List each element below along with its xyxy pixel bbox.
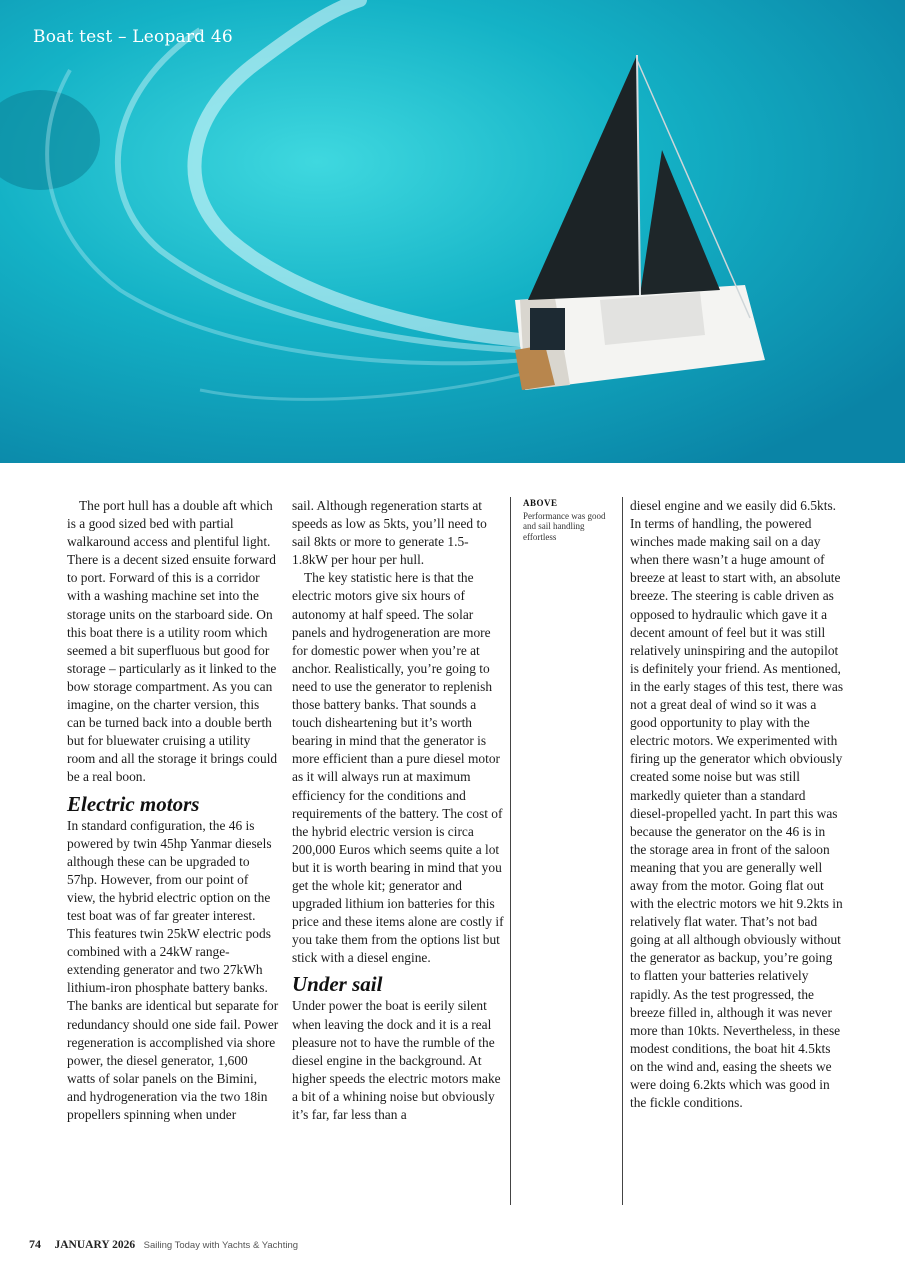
body-paragraph: The port hull has a double aft which is a good sized bed with partial walkaround access and plentiful light. There is a decent sized ensuite forward to port. Forward of this is a corridor with a washing machine set into the storage units on the starboard side. On this boat there is a utility room which seemed a bit superfluous but good for storage – particularly as it linked to the bow storage compartment. As you can imagine, on the charter version, this can be turned back into a double berth but for bluewater cruising a utility room and all the storage it brings could be a real boon. bbox=[67, 498, 278, 785]
magazine-name: Sailing Today with Yachts & Yachting bbox=[143, 1240, 299, 1251]
page-footer bbox=[29, 1237, 298, 1252]
photo-caption bbox=[523, 498, 613, 542]
subheading-electric-motors: Electric motors bbox=[67, 791, 200, 816]
body-paragraph: diesel engine and we easily did 6.5kts. In terms of handling, the powered winches made making sail on a day when there wasn’t a huge amount of breeze at least to start with, an absolute breeze. The steering is cable driven as opposed to hydraulic which gave it a decent amount of feel but it was still relatively uninspiring and the autopilot is definitely your friend. As mentioned, in the early stages of this test, there was not a great deal of wind so it was a good opportunity to play with the electric motors. We experimented with firing up the generator which obviously created some noise but was still markedly quieter than a standard diesel-propelled yacht. In part this was because the generator on the 46 is in the storage area in front of the saloon meaning that you are generally well away from the motor. Going flat out with the electric motors we hit 9.2kts in relatively flat water. That’s not bad going at all although obviously without the generator as backup, you’re going to flatten your batteries relatively rapidly. As the test progressed, the breeze filled in, although it was never more than 10kts. Nevertheless, in these modest conditions, the boat hit 4.5kts on the wind and, easing the sheets we were doing 6.2kts which was good in the fickle conditions. bbox=[630, 498, 844, 1111]
body-paragraph: The key statistic here is that the electric motors give six hours of autonomy at half speed. The solar panels and hydrogeneration are more for domestic power when you’re at anchor. Realistically, you’re going to need to use the generator to replenish those battery banks. That sounds a touch disheartening but it’s worth bearing in mind that the generator is more efficient than a pure diesel motor as it will always run at maximum efficiency for the conditions and requirements of the battery. The cost of the hybrid electric version is circa 200,000 Euros which seems quite a lot but it is worth bearing in mind that you get the whole kit; generator and upgraded lithium ion batteries for this price and these items alone are costly if you take them from the options list but stick with a diesel engine. bbox=[292, 570, 504, 966]
article-column-1 bbox=[67, 497, 279, 1124]
subheading-under-sail: Under sail bbox=[292, 972, 383, 997]
section-kicker: Boat test – Leopard 46 bbox=[33, 27, 233, 47]
body-paragraph: In standard configuration, the 46 is powered by twin 45hp Yanmar diesels although these can be upgraded to 57hp. However, from our point of view, the hybrid electric option on the test boat was of far greater interest. This features twin 25kW electric pods combined with a 24kW range-extending generator and two 27kWh lithium-iron phosphate battery banks. The banks are identical but separate for redundancy should one side fail. Power regeneration is accomplished via shore power, the diesel generator, 1,600 watts of solar panels on the Bimini, and hydrogeneration via the two 18in propellers spinning when under bbox=[67, 817, 279, 1122]
hero-photo bbox=[0, 0, 905, 463]
body-paragraph: sail. Although regeneration starts at speeds as low as 5kts, you’ll need to sail 8kts or more to generate 1.5-1.8kW per hour per hull. bbox=[292, 498, 487, 568]
article-column-3 bbox=[630, 497, 844, 1112]
caption-text: Performance was good and sail handling effortless bbox=[523, 510, 606, 542]
caption-heading: ABOVE bbox=[523, 498, 558, 508]
page-number: 74 bbox=[29, 1237, 41, 1251]
issue-date: JANUARY 2026 bbox=[54, 1239, 136, 1251]
catamaran-illustration bbox=[0, 0, 905, 463]
body-paragraph: Under power the boat is eerily silent when leaving the dock and it is a real pleasure not to have the rumble of the diesel engine in the background. At higher speeds the electric motors make a bit of a whining noise but obviously it’s far, far less than a bbox=[292, 998, 501, 1122]
article-column-2 bbox=[292, 497, 504, 1124]
column-divider bbox=[622, 497, 623, 1205]
column-divider bbox=[510, 497, 511, 1205]
